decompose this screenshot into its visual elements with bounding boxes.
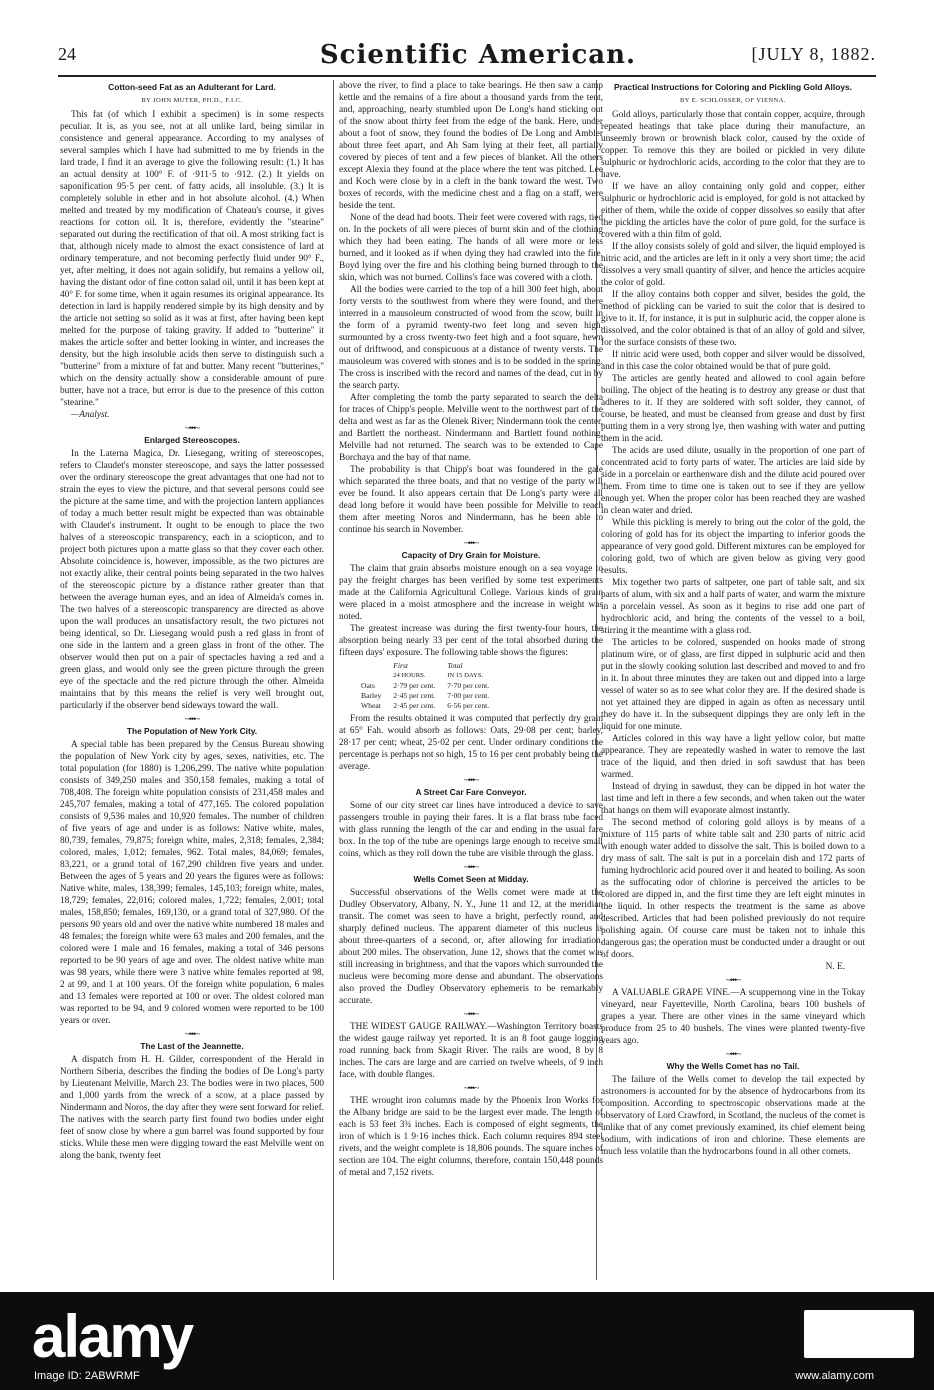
article-byline: BY E. SCHLOSSER, OF VIENNA. [680, 97, 786, 104]
article-paragraph: Mix together two parts of saltpeter, one part of table salt, and six parts of alum, with six and a half parts of water, and warm the mixture in a porcelain vessel. As soon as it begins to rise add one part of hydrochloric acid, and bring the contents of the vessel to a boil, stirring it the meantime with a glass rod. [601, 578, 865, 636]
article-paragraph: Some of our city street car lines have introduced a device to save passengers trouble in paying their fares. It is a flat brass tube faced with glass running the length of the car and ending in the usual fare box. In the top of the tube are openings large enough to receive small coins, which as they roll down the tube are visible through the glass. [339, 801, 603, 859]
section-separator: ~•••~ [463, 775, 479, 785]
article-byline: BY JOHN MUTER, PH.D., F.I.C. [141, 97, 243, 104]
article-paragraph: The claim that grain absorbs moisture enough on a sea voyage to pay the freight charges has been verified by some test experiments made at the California Agricultural College. Various kinds of grain were placed in a moist atmosphere and the increase in weight was noted. [339, 564, 603, 622]
table-header: First [393, 661, 409, 670]
table-header: Total [447, 661, 463, 670]
article-paragraph [339, 1021, 603, 1081]
article-title: Why the Wells Comet has no Tail. [666, 1061, 800, 1071]
table-subheader: 24 HOURS. [393, 672, 426, 679]
section-separator: ~•••~ [184, 714, 200, 724]
table-row [355, 691, 495, 701]
grain-table [355, 661, 495, 711]
article-paragraph: The failure of the Wells comet to develop the tail expected by astronomers is accounted for by the absence of hydrocarbons from its composition. According to spectroscopic observations made at the observatory of Lord Crawford, in Scotland, the nucleus of the comet is unlike that of any comet previously examined, its chief element being sodium, with indications of iron and chlorine. These elements are much less volatile than the hydrocarbons found in all other comets. [601, 1075, 865, 1157]
article-paragraph: After completing the tomb the party separated to search the delta for traces of Chipp's people. Melville went to the northwest part of the delta and west as far as the Olenek River; Nindermann took the center, and Bartlett the northeast. Nindermann and Bartlett found nothing. Melville had not returned. The search was to be extended to Cape Borchaya and the bay of that name. [339, 393, 603, 463]
article-paragraph: The acids are used dilute, usually in the proportion of one part of concentrated acid to forty parts of water. The articles are laid side by side in a porcelain or earthenware dish and the dilute acid poured over them. From time to time one is taken out to see if they are yellow enough yet. When the proper color has been reached they are washed in clean water and dried. [601, 446, 865, 516]
table-row [355, 681, 495, 691]
table-cell: Oats [361, 681, 375, 690]
article-title: The Last of the Jeannette. [140, 1041, 244, 1051]
stock-footer-banner [0, 1292, 934, 1390]
page-header [58, 40, 876, 74]
article-paragraph: While this pickling is merely to bring out the color of the gold, the coloring of gold has for its object the imparting to inferior goods the appearance of very good gold. Different mixtures can be employed for coloring gold, two of which are given below as giving very good results. [601, 518, 865, 576]
article-paragraph: In the Laterna Magica, Dr. Liesegang, writing of stereoscopes, refers to Claudet's monster stereoscope, and says the latter possessed over the ordinary stereoscope the great advantages that one had not to strain the eyes to view the picture, and that several persons could see the picture at the same time, and with the projection lantern appliances of today a much better result might be expected than was obtainable with Claudet's instrument. It ought to be enough to place the two halves of a stereoscopic transparency, each in a sciopticon, and to project both pictures upon a matte glass so that they cover each other. Absolute coincidence is, however, impossible, as the two pictures are not exactly alike, their central points being separated in the two halves of the stereoscopic picture by a distance rather greater than that between the average human eyes, and an idea of Almeida's comes in. The two halves of a stereoscopic transparency are directed as above upon the wall produces an unsatisfactory result, the two pictures not being identical, so Dr. Liesegang would push a red glass in front of one side in the lantern and a green glass in front of the other. The observer would then put on a pair of spectacles having a red and a green glass, and would only see the green picture through the green eye of the spectacle and the red picture through the other. Almeida maintains that by this means the relief is very well brought out, particularly if the observer bend sideways toward the wall. [60, 449, 324, 711]
article-title: The Population of New York City. [126, 726, 258, 736]
issue-date: [JULY 8, 1882. [751, 44, 876, 64]
watermark-logo-icon [804, 1310, 914, 1358]
article-paragraph: This fat (of which I exhibit a specimen) is in some respects peculiar. It is, as you see, not at all unlike lard, being similar in consistence and general appearance. According to my analyses of several samples which I have had submitted to me by friends in the lard trade, I find it an average to give the following result: (1.) It has an actual density at 100° F. of ·911·5 to ·912. (2.) It yields on saponification 95·5 per cent. of fatty acids, all insoluble. (3.) It is completely soluble in ether and in hot absolute alcohol. (4.) When melted and treated by my modification of Chateau's course, it gives reactions for cotton oil. It is, therefore, evidently the "stearine" separated out during the rectification of that oil. A most striking fact is that, although nicely made to almost the exact consistence of lard at ordinary temperature, and not becoming perfectly fluid under 90° F., yet, after melting, it does not again solidify, but remains a yellow oil, having the distant odor of fine cotton salad oil, until it has been kept at 40° F. for some time, when it again resumes its original appearance. Its detection in lard is happily rendered simple by its high density and by the article not setting so solid as it was at first, after having been kept melted for the purpose of taking gravity. If added to "butterine" it makes the article softer and better looking in winter, and increases the density, but the high insoluble acids then serve to distinguish such a "butterine" from a mixture of fat and butter. Many recent "butterines," which on the density actually show a considerable amount of pure butter, have not a trace, but error is due to the presence of this cotton "stearine." [60, 110, 324, 408]
table-cell: Wheat [361, 701, 381, 710]
article-title: Cotton-seed Fat as an Adulterant for Lard. [108, 82, 276, 92]
table-cell: 2·79 per cent. [393, 681, 436, 690]
article-paragraph: If the alloy consists solely of gold and silver, the liquid employed is nitric acid, and the articles are left in it only a very short time; the acid dissolves a very small quantity of silver, and hence the articles acquire the color of gold. [601, 242, 865, 288]
column-3 [601, 80, 865, 1285]
table-cell: 2·45 per cent. [393, 701, 436, 710]
section-separator: ~•••~ [463, 1009, 479, 1019]
article-paragraph: Articles colored in this way have a light yellow color, but matte appearance. They are repeatedly washed in water to remove the last trace of the liquid, and then dried in soft sawdust that has been warmed. [601, 734, 865, 780]
section-separator: ~•••~ [184, 1029, 200, 1039]
article-paragraph: The articles to be colored, suspended on hooks made of strong platinum wire, or of glass, are first dipped in sulphuric acid and then put in the slowly cooking solution last described and moved to and fro in it. In about three minutes they are taken out and dipped into a large vessel of water so as to see what color they are. If the desired shade is not yet attained they are dipped in again as often as necessary until they do have it. In the subsequent dippings they are only left in the liquid for one minute. [601, 638, 865, 732]
section-separator: ~•••~ [725, 1049, 741, 1059]
section-separator: ~•••~ [463, 862, 479, 872]
paragraph-text: —A scuppernong vine in the Tokay vineyard, near Fayetteville, North Carolina, bears 100 bushels of grapes a year. There are other vines in the same vineyard which produce from 25 to 40 bushels. The vines were planted twenty-five years ago. [601, 988, 865, 1046]
article-title: A Street Car Fare Conveyor. [415, 787, 527, 797]
article-paragraph: The articles are gently heated and allowed to cool again before boiling. The object of the heating is to destroy any grease or dust that adheres to it. If they are soldered with soft solder, they cannot, of course, be heated, and must be cleansed from grease and dust by first putting them in a very strong lye, then washing with water and putting them in the acid. [601, 374, 865, 444]
table-subheader [355, 671, 387, 681]
table-subheader: IN 15 DAYS. [447, 672, 484, 679]
article-paragraph: Gold alloys, particularly those that contain copper, acquire, through repeated heatings that take place during their manufacture, an unseemly brown or brownish black color, caused by the oxide of copper. To remove this they are boiled or pickled in very dilute sulphuric or hydrochloric acids, according to the color that they are to have. [601, 110, 865, 180]
table-cell: 6·56 per cent. [447, 701, 490, 710]
article-paragraph: All the bodies were carried to the top of a hill 300 feet high, about forty versts to the southwest from where they were found, and there interred in a mausoleum constructed of wood from the scow, built in the form of a pyramid twenty-two feet long and seven high, surmounted by a cross twenty-two feet high and a foot square, hewn out of driftwood, and conspicuous at a distance of twenty versts. The mausoleum was covered with stones and is to be sodded in the spring. The cross is inscribed with the record and names of the dead, cut in by the search party. [339, 285, 603, 391]
table-cell: 7·00 per cent. [447, 691, 490, 700]
section-separator: ~•••~ [463, 1083, 479, 1093]
lead-in: THE WIDEST GAUGE RAILWAY. [350, 1022, 488, 1032]
article-title: Practical Instructions for Coloring and Pickling Gold Alloys. [614, 82, 852, 92]
article-title: Wells Comet Seen at Midday. [413, 874, 529, 884]
image-id: Image ID: 2ABWRMF [34, 1370, 140, 1382]
article-title: Enlarged Stereoscopes. [144, 435, 240, 445]
article-paragraph: Instead of drying in sawdust, they can be dipped in hot water the last time and left in there a few seconds, and when taken out the water that hangs on them will evaporate almost instantly. [601, 782, 865, 816]
article-paragraph: above the river, to find a place to take bearings. He then saw a camp kettle and the remains of a fire about a thousand yards from the tent, and, approaching, nearly stumbled upon De Long's hand sticking out of the snow about thirty feet from the edge of the bank. Here, under about a foot of snow, they found the bodies of De Long and Ambler about three feet apart, and Ah Sam lying at their feet, all partially covered by pieces of tent and a few pieces of blanket. All the others except Alexia they found at the place where the tent was pitched. Lee and Koch were close by in a cleft in the bank toward the west. Two boxes of records, with the medicine chest and a flag on a staff, were beside the tent. [339, 81, 603, 211]
article-paragraph: If nitric acid were used, both copper and silver would be dissolved, and in this case the color obtained would be that of pure gold. [601, 350, 865, 372]
article-paragraph: None of the dead had boots. Their feet were covered with rags, tied on. In the pockets of all were pieces of burnt skin and of the clothing which they had been eating. The hands of all were more or less burned, and it looked as if when dying they had crawled into the fire, Boyd lying over the fire and his clothing being burned through to the skin, which was not burned. Collins's face was covered with a cloth. [339, 213, 603, 283]
article-paragraph: A special table has been prepared by the Census Bureau showing the population of New York city by ages, sexes, nativities, etc. The total population (for 1880) is 1,206,299. The native white population consists of 349,250 males and 350,158 females, making a total of 708,408. The foreign white population consists of 231,458 males and 245,707 females, making a total of 477,165. The colored population consists of 9,536 males and 10,920 females. The number of children of five years of age and under is as follows: Native white, males, 80,739, females, 79,875; foreign white, males, 2,318; females, 2,384; colored, males, 1,012; females, 962. Total males, 84,069; females, 83,221, or a grand total of 167,290 children five years and under. Between the ages of 5 years and 20 years the figures were as follows: Native white, males, 138,399; females, 145,103; foreign white, males, 18,729; females, 22,016; colored males, 1,722; females, 2,001; total males, 158,850; females, 169,130, or a grand total of 327,980. Of the persons 90 years old and over the native white numbered 18 males and 48 females; the foreign white were 63 males and 200 females, and the colored were 1 male and 16 females, making a total of 346 persons reported to be 90 years of age and over. The oldest native white man was 98 years, while there were 3 native white females reported at 98, 2 at 99, and 1 at 100 years. Of the foreign white population, 6 males and 13 females were reported at 100 or over. The oldest colored man was reported to be 94, and 9 colored women were reported to be 100 years or over. [60, 740, 324, 1026]
section-separator: ~•••~ [184, 423, 200, 433]
site-url: www.alamy.com [795, 1370, 874, 1382]
article-paragraph: The greatest increase was during the first twenty-four hours, the absorption being nearly 33 per cent of the total absorbed during the fifteen days' exposure. The following table shows the figures: [339, 624, 603, 658]
article-signature: N. E. [825, 962, 845, 972]
article-paragraph [601, 987, 865, 1047]
article-paragraph: If we have an alloy containing only gold and copper, either sulphuric or hydrochloric acid is employed, for gold is not attacked by either of them, while the oxide of copper dissolves so easily that after the pickling the articles have the color of pure gold, for the surface is covered with a thin film of gold. [601, 182, 865, 240]
table-cell: 7·70 per cent. [447, 681, 490, 690]
header-rule [58, 75, 876, 77]
column-divider [333, 80, 334, 1280]
masthead: Scientific American. [319, 40, 637, 70]
section-separator: ~•••~ [463, 538, 479, 548]
table-row [355, 701, 495, 711]
article-paragraph: The second method of coloring gold alloys is by means of a mixture of 115 parts of white table salt and 230 parts of nitric acid with enough water added to dissolve the salt. This is boiled down to a dry mass of salt. The salt is put in a porcelain dish and 172 parts of fuming hydrochloric acid poured over it and heated to boiling. As soon as the suffocating odor of chlorine is perceived the articles to be colored are dipped in, and the first time they are left eight minutes in the liquid. In other respects the treatment is the same as above described. Articles that had been polished previously do not require polishing again. Of course care must be taken not to inhale this dangerous gas; the operation must be conducted under a draught or out of doors. [601, 818, 865, 960]
article-paragraph: From the results obtained it was computed that perfectly dry grain at 65° Fah. would absorb as follows: Oats, 29·08 per cent; barley, 28·17 per cent; wheat, 25·02 per cent. Under ordinary conditions the percentage is perhaps not so high, 15 to 16 per cent probably being the average. [339, 714, 603, 772]
article-paragraph: The probability is that Chipp's boat was foundered in the gale which separated the three boats, and that no vestige of the party will ever be found. It also appears certain that De Long's party were all dead long before it would have been possible for Melville to reach them after meeting Noros and Nindermann, has he been able to continue his search in November. [339, 465, 603, 535]
page-number: 24 [58, 44, 76, 64]
table-cell: 2·45 per cent. [393, 691, 436, 700]
article-signature: —Analyst. [71, 410, 110, 420]
alamy-logo: alamy [32, 1303, 193, 1370]
article-paragraph: Successful observations of the Wells comet were made at the Dudley Observatory, Albany, N. Y., June 11 and 12, at the meridian transit. The comet was seen to have a bright, perfectly round, and sharply defined nucleus. The apparent diameter of this nucleus is about three-quarters of a second, or, after allowing for irradiation, about 200 miles. The observation, June 12, shows that the comet was still increasing in brightness, and that the vapors which surrounded the nucleus were becoming more dense and abundant. The observations also proved the Dudley Observatory ephemeris to be remarkably accurate. [339, 888, 603, 1006]
article-title: Capacity of Dry Grain for Moisture. [401, 550, 541, 560]
column-1 [60, 80, 324, 1285]
table-cell: Barley [361, 691, 382, 700]
column-2 [339, 80, 603, 1285]
article-paragraph: If the alloy contains both copper and silver, besides the gold, the method of pickling can be varied to suit the color that is desired to give to it. If, for instance, it is put in sulphuric acid, the copper alone is dissolved, and the color obtained is that of an alloy of gold and silver, for the surface consists of these two. [601, 290, 865, 348]
section-separator: ~•••~ [725, 975, 741, 985]
article-paragraph: THE wrought iron columns made by the Phoenix Iron Works for the Albany bridge are said to be the largest ever made. The length of each is 53 feet 3¾ inches. Each is composed of eight segments, the iron of which is 1 9·16 inches thick. Each column requires 894 steel rivets, and the weight complete is 18,806 pounds. The square inches of section are 104. The eight columns, therefore, contain 150,448 pounds of metal and 7,152 rivets. [339, 1096, 603, 1178]
paragraph-text: —Washington Territory boasts the widest gauge railway yet reported. It is an 8 foot gauge logging road running back from Skagit River. The rails are wood, 8 by 8 inches. The cars are large and are carried on twelve wheels, of 9 inch face, with double flanges. [339, 1022, 603, 1080]
article-paragraph: A dispatch from H. H. Gilder, correspondent of the Herald in Northern Siberia, describes the finding the bodies of De Long's party by Lieutenant Melville, March 23. The bodies were in two places, 500 and 1,000 yards from the wreck of a scow, at a place passed by Nindermann and Noros, the day after they were sent forward for relief. The natives with the search party first found two bodies under eight feet of snow close by where a gun barrel was found supported by four sticks. While these men were digging toward the east Melville went on along the bank, twenty feet [60, 1055, 324, 1161]
lead-in: A VALUABLE GRAPE VINE. [612, 988, 731, 998]
table-header [355, 661, 387, 671]
